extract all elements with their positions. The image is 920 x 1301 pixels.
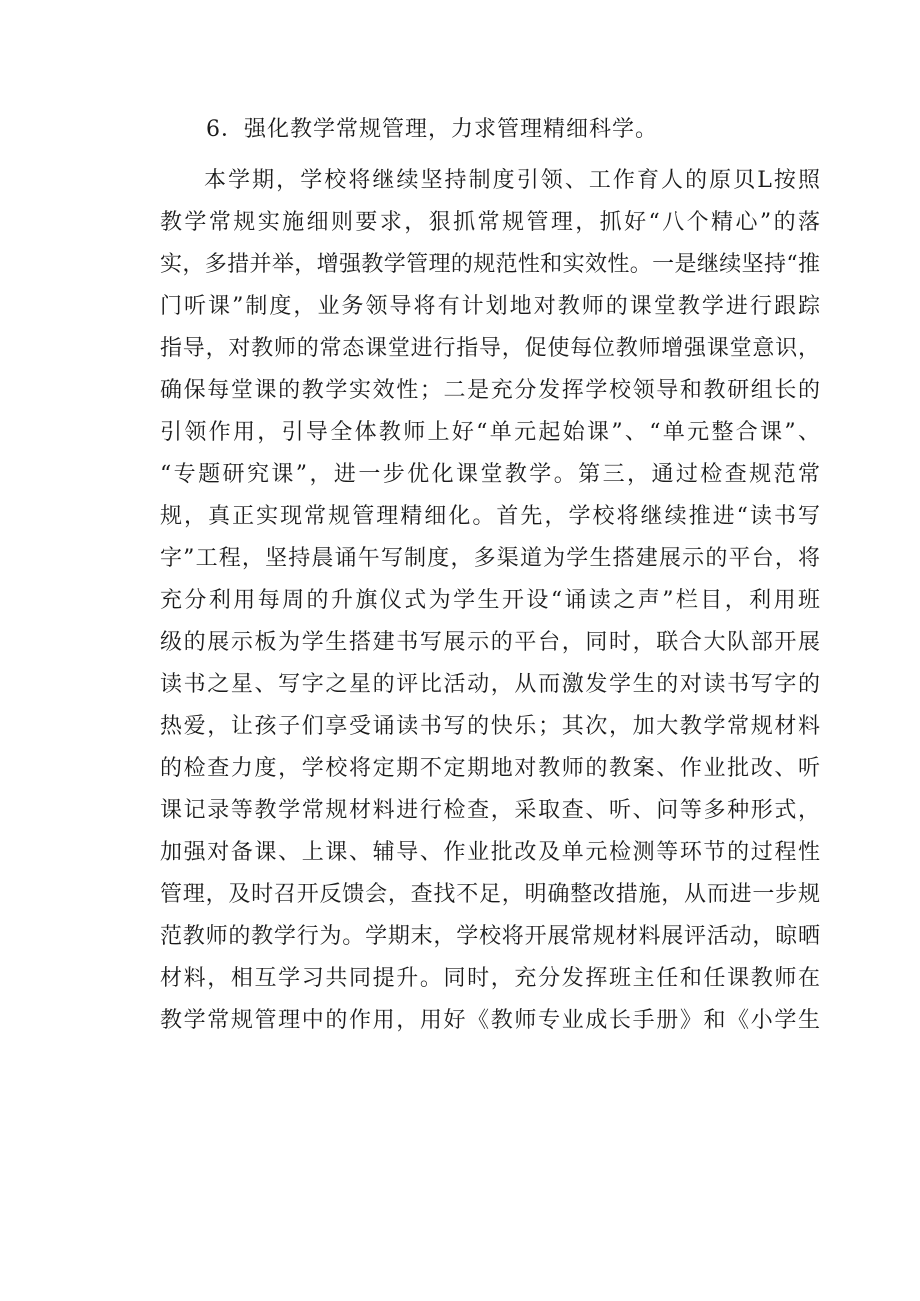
text-line: 实，多措并举，增强教学管理的规范性和实效性。一是继续坚持“推 <box>160 252 820 277</box>
text-line: 门听课”制度，业务领导将有计划地对教师的课堂教学进行跟踪 <box>160 294 820 319</box>
text-line: 材料，相互学习共同提升。同时，充分发挥班主任和任课教师在 <box>160 966 820 991</box>
text-line: 读书之星、写字之星的评比活动，从而激发学生的对读书写字的 <box>160 672 820 697</box>
text-line: 指导，对教师的常态课堂进行指导，促使每位教师增强课堂意识， <box>160 336 820 361</box>
text-line: 教学常规实施细则要求，狠抓常规管理，抓好“八个精心”的落 <box>160 210 820 235</box>
text-line: 范教师的教学行为。学期末，学校将开展常规材料展评活动，晾晒 <box>160 924 820 949</box>
section-heading: 6．强化教学常规管理，力求管理精细科学。 <box>206 117 658 142</box>
text-line: 引领作用，引导全体教师上好“单元起始课”、“单元整合课”、 <box>160 420 820 445</box>
text-line: 课记录等教学常规材料进行检查，采取查、听、问等多种形式， <box>160 798 820 823</box>
text-line: 确保每堂课的教学实效性；二是充分发挥学校领导和教研组长的 <box>160 378 820 403</box>
text-line: “专题研究课”，进一步优化课堂教学。第三，通过检查规范常 <box>160 462 820 487</box>
text-line: 本学期，学校将继续坚持制度引领、工作育人的原贝L按照 <box>204 168 820 193</box>
text-line: 字”工程，坚持晨诵午写制度，多渠道为学生搭建展示的平台，将 <box>160 546 820 571</box>
text-line: 热爱，让孩子们享受诵读书写的快乐；其次，加大教学常规材料 <box>160 714 820 739</box>
body-paragraph <box>160 160 820 1042</box>
text-line: 管理，及时召开反馈会，查找不足，明确整改措施，从而进一步规 <box>160 882 820 907</box>
text-line: 规，真正实现常规管理精细化。首先，学校将继续推进“读书写 <box>160 504 820 529</box>
text-line: 级的展示板为学生搭建书写展示的平台，同时，联合大队部开展 <box>160 630 820 655</box>
text-line: 充分利用每周的升旗仪式为学生开设“诵读之声”栏目，利用班 <box>160 588 820 613</box>
text-line: 教学常规管理中的作用，用好《教师专业成长手册》和《小学生 <box>160 1008 820 1033</box>
text-line: 加强对备课、上课、辅导、作业批改及单元检测等环节的过程性 <box>160 840 820 865</box>
text-line: 的检查力度，学校将定期不定期地对教师的教案、作业批改、听 <box>160 756 820 781</box>
